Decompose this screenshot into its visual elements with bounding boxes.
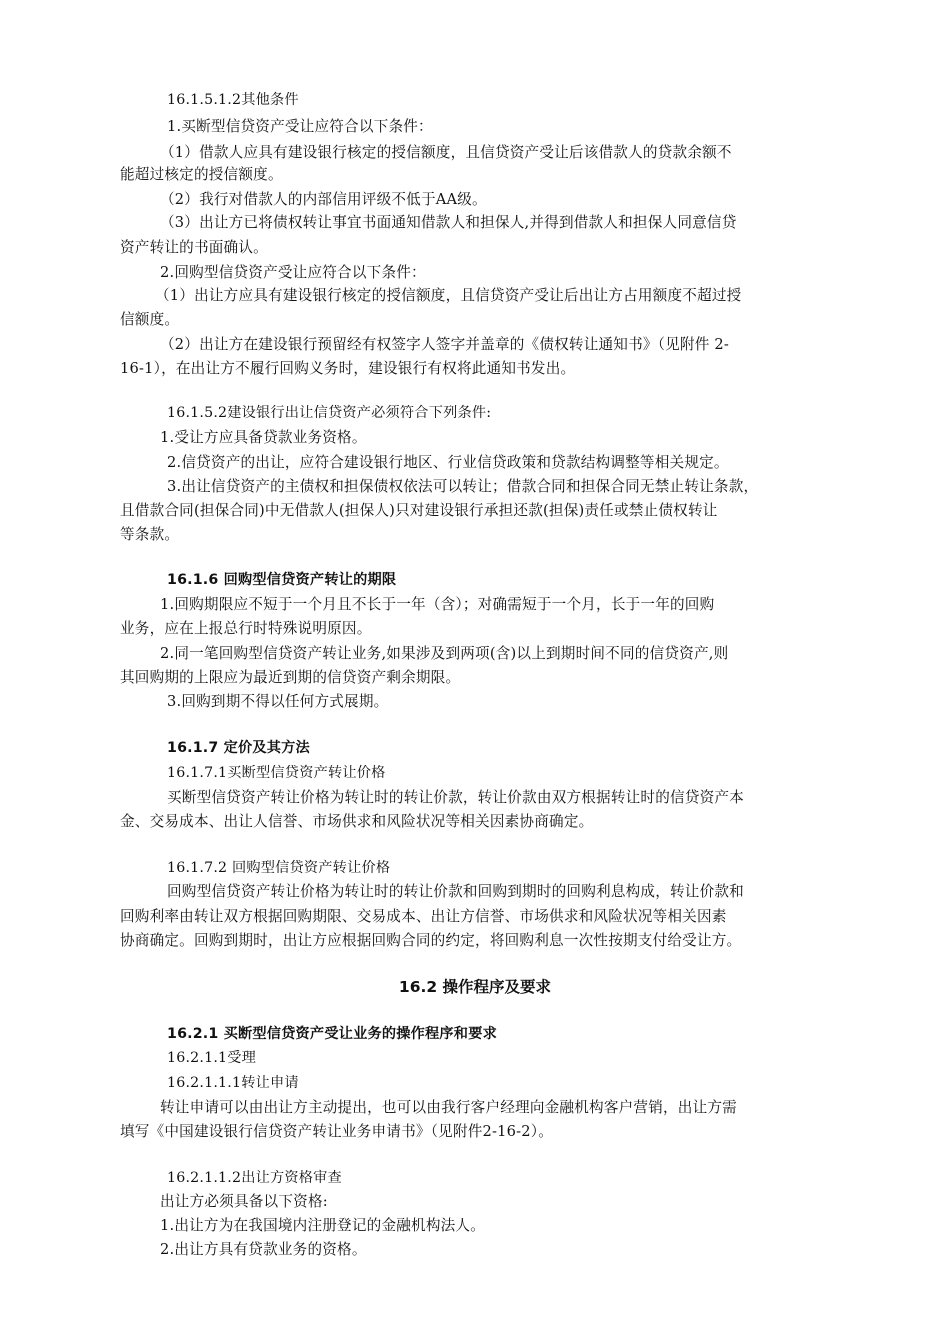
paragraph-line: 回购型信贷资产转让价格为转让时的转让价款和回购到期时的回购利息构成，转让价款和	[167, 883, 744, 900]
paragraph-line: 信额度。	[120, 311, 180, 328]
paragraph-line: （2）我行对借款人的内部信用评级不低于AA级。	[160, 191, 487, 208]
paragraph-line: 其回购期的上限应为最近到期的信贷资产剩余期限。	[120, 669, 461, 686]
paragraph-line: 转让申请可以由出让方主动提出，也可以由我行客户经理向金融机构客户营销，出让方需	[160, 1099, 737, 1116]
paragraph-line: 3.回购到期不得以任何方式展期。	[167, 693, 389, 710]
paragraph-line: 1.出让方为在我国境内注册登记的金融机构法人。	[160, 1217, 485, 1234]
heading-16-1-7: 16.1.7 定价及其方法	[167, 740, 310, 756]
heading-16-1-6: 16.1.6 回购型信贷资产转让的期限	[167, 572, 397, 588]
heading-16-2-1: 16.2.1 买断型信贷资产受让业务的操作程序和要求	[167, 1026, 497, 1042]
paragraph-line: 16-1），在出让方不履行回购义务时，建设银行有权将此通知书发出。	[120, 360, 576, 377]
paragraph-line: 回购利率由转让双方根据回购期限、交易成本、出让方信誉、市场供求和风险状况等相关因素	[120, 908, 727, 925]
paragraph-line: （2）出让方在建设银行预留经有权签字人签字并盖章的《债权转让通知书》（见附件 2-	[160, 336, 730, 353]
paragraph-line: （1）出让方应具有建设银行核定的授信额度，且信贷资产受让后出让方占用额度不超过授	[155, 287, 742, 304]
paragraph-line: 业务，应在上报总行时特殊说明原因。	[120, 620, 372, 637]
paragraph-line: 3.出让信贷资产的主债权和担保债权依法可以转让；借款合同和担保合同无禁止转让条款，	[167, 478, 759, 495]
paragraph-line: 能超过核定的授信额度。	[120, 166, 283, 183]
paragraph-line: 金、交易成本、出让人信誉、市场供求和风险状况等相关因素协商确定。	[120, 813, 594, 830]
section-title-16-2: 16.2 操作程序及要求	[398, 978, 552, 996]
heading-16-2-1-1: 16.2.1.1受理	[167, 1050, 257, 1066]
heading-16-2-1-1-2: 16.2.1.1.2出让方资格审查	[167, 1170, 342, 1186]
heading-16-1-7-1: 16.1.7.1买断型信贷资产转让价格	[167, 765, 386, 781]
paragraph-line: 填写《中国建设银行信贷资产转让业务申请书》（见附件2-16-2）。	[120, 1123, 554, 1140]
paragraph-line: 资产转让的书面确认。	[120, 239, 268, 256]
heading-16-2-1-1-1: 16.2.1.1.1转让申请	[167, 1075, 299, 1091]
paragraph-line: 2.出让方具有贷款业务的资格。	[160, 1241, 367, 1258]
paragraph-line: 且借款合同(担保合同)中无借款人(担保人)只对建设银行承担还款(担保)责任或禁止债权转让	[120, 502, 718, 519]
paragraph-line: 2.回购型信贷资产受让应符合以下条件：	[160, 264, 426, 281]
paragraph-line: （1）借款人应具有建设银行核定的授信额度，且信贷资产受让后该借款人的贷款余额不	[160, 144, 732, 161]
paragraph-line: 买断型信贷资产转让价格为转让时的转让价款，转让价款由双方根据转让时的信贷资产本	[167, 789, 744, 806]
paragraph-line: （3）出让方已将债权转让事宜书面通知借款人和担保人,并得到借款人和担保人同意信贷	[160, 214, 737, 231]
paragraph-line: 2.信贷资产的出让，应符合建设银行地区、行业信贷政策和贷款结构调整等相关规定。	[167, 454, 729, 471]
paragraph-line: 等条款。	[120, 526, 180, 543]
paragraph-line: 1.受让方应具备贷款业务资格。	[160, 429, 367, 446]
heading-16-1-5-1-2: 16.1.5.1.2其他条件	[167, 92, 299, 108]
paragraph-line: 协商确定。回购到期时，出让方应根据回购合同的约定，将回购利息一次性按期支付给受让方。	[120, 932, 742, 949]
paragraph-line: 出让方必须具备以下资格:	[160, 1193, 328, 1210]
paragraph-line: 1.买断型信贷资产受让应符合以下条件：	[167, 118, 433, 135]
paragraph-line: 2.同一笔回购型信贷资产转让业务,如果涉及到两项(含)以上到期时间不同的信贷资产,则	[160, 645, 729, 662]
heading-16-1-5-2: 16.1.5.2建设银行出让信贷资产必须符合下列条件:	[167, 405, 492, 421]
paragraph-line: 1.回购期限应不短于一个月且不长于一年（含）；对确需短于一个月，长于一年的回购	[160, 596, 715, 613]
heading-16-1-7-2: 16.1.7.2 回购型信贷资产转让价格	[167, 860, 391, 876]
